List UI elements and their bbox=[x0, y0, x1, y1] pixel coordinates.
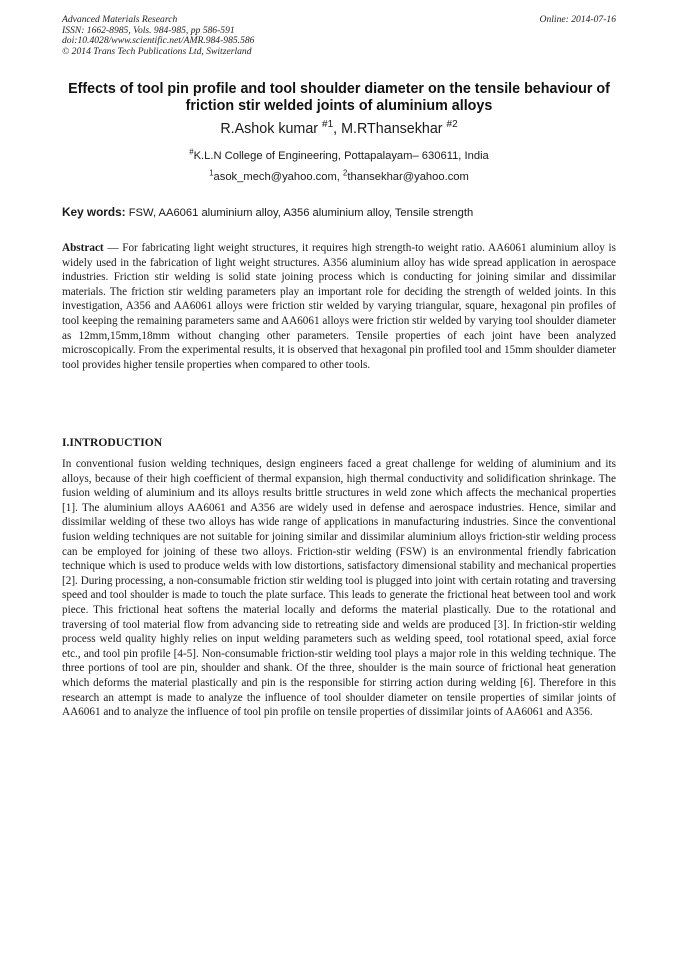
abstract-label: Abstract bbox=[62, 242, 104, 254]
author-2-marker: #2 bbox=[446, 119, 458, 131]
affiliation-marker: # bbox=[189, 147, 194, 157]
abstract-text: — For fabricating light weight structures, it requires high strength-to weight ratio. AA6061 aluminium alloy is widely used in the fabrication of light weight structures. A356 aluminium alloy has wide spread application in aerospace industries. Friction stir welding is solid state joining process which is conducting for joining similar and dissimilar materials. The friction stir welding parameters play an important role for deciding the strength of welded joints. In this investigation, A356 and AA6061 alloys were friction stir welded by varying triangular, square, hexagonal pin profiles of tool keeping the remaining parameters same and AA6061 alloys were friction stir welded by varying tool shoulder diameter as 12mm,15mm,18mm without changing other parameters. Tensile properties of each joint have been analyzed microscopically. From the experimental results, it is observed that hexagonal pin profiled tool and 15mm shoulder diameter tool provides higher tensile properties when compared to other tools. bbox=[62, 242, 616, 371]
journal-name: Advanced Materials Research bbox=[62, 14, 178, 25]
keywords-label: Key words: bbox=[62, 205, 126, 219]
author-line bbox=[60, 121, 618, 137]
online-date: Online: 2014-07-16 bbox=[539, 14, 616, 25]
affiliation-text: K.L.N College of Engineering, Pottapalayam– 630611, India bbox=[193, 150, 489, 162]
email-2-marker: 2 bbox=[343, 168, 348, 178]
author-separator: , bbox=[333, 121, 342, 137]
keywords bbox=[62, 205, 616, 219]
abstract bbox=[62, 241, 616, 372]
copyright-line: © 2014 Trans Tech Publications Ltd, Switzerland bbox=[62, 45, 252, 57]
affiliation bbox=[60, 147, 618, 162]
keywords-text: FSW, AA6061 aluminium alloy, A356 aluminium alloy, Tensile strength bbox=[125, 207, 474, 219]
email-line bbox=[60, 168, 618, 183]
paper-title: Effects of tool pin profile and tool shoulder diameter on the tensile behaviour of friction stir welded joints of aluminium alloys bbox=[68, 81, 610, 114]
journal-header bbox=[62, 15, 254, 57]
author-2: M.RThansekhar bbox=[341, 121, 447, 137]
issn-line: ISSN: 1662-8985, Vols. 984-985, pp 586-591 bbox=[62, 24, 235, 36]
email-1-marker: 1 bbox=[209, 168, 214, 178]
email-2: thansekhar@yahoo.com bbox=[347, 171, 469, 183]
doi-line: doi:10.4028/www.scientific.net/AMR.984-985.586 bbox=[62, 35, 255, 47]
introduction-heading: I.INTRODUCTION bbox=[62, 436, 163, 449]
author-1: R.Ashok kumar bbox=[220, 121, 323, 137]
author-1-marker: #1 bbox=[322, 119, 334, 131]
email-1: asok_mech@yahoo.com, bbox=[213, 171, 344, 183]
introduction-paragraph: In conventional fusion welding techniques, design engineers faced a great challenge for welding of aluminium and its alloys, because of their high coefficient of thermal expansion, high thermal conductivity and solidification shrinkage. The fusion welding of aluminium and its alloys results brittle structures in weld zone which affects the mechanical properties [1]. The aluminium alloys AA6061 and A356 are widely used in defense and aerospace industries. Hence, similar and dissimilar welding of these two alloys has wide range of applications in manufacturing industries. Since the conventional fusion welding techniques are not suitable for joining similar and dissimilar aluminium alloys friction-stir welding process can be employed for joining of these two alloys. Friction-stir welding (FSW) is an environmental friendly fabrication technique which is used to produce welds with low distortions, satisfactory dimensional stability and mechanical properties [2]. During processing, a non-consumable friction stir welding tool is plugged into joint with certain rotating and traversing speed and tool shoulder is made to touch the plate surface. This leads to generate the frictional heat between tool and work piece. This frictional heat softens the material locally and deforms the material plastically. Due to the rotational and traversing of tool material flow from advancing side to retreating side and welds are produced [3]. In friction-stir welding process weld quality highly relies on input welding parameters such as welding speed, tool rotational speed, axial force etc., and tool pin profile [4-5]. Non-consumable friction-stir welding tool plays a major role in this welding technique. The three portions of tool are pin, shoulder and shank. Of the three, shoulder is the main source of frictional heat generation which deforms the material plastically and pin is the responsible for stirring action during welding [6]. Therefore in this research an attempt is made to analyze the influence of tool shoulder diameter on tensile properties of similar joints of AA6061 and to analyze the influence of tool pin profile on tensile properties of dissimilar joints of AA6061 and A356. bbox=[62, 458, 616, 719]
